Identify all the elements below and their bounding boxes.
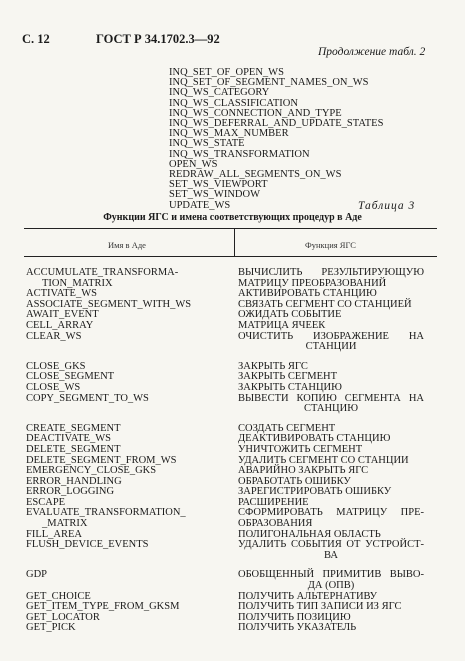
gks-function-line: СФОРМИРОВАТЬ МАТРИЦУ ПРЕ-	[238, 507, 424, 519]
gks-function-line: ЗАРЕГИСТРИРОВАТЬ ОШИБКУ	[238, 486, 392, 498]
table-top-rule	[24, 228, 437, 229]
gks-function-line: ПОЛИГОНАЛЬНАЯ ОБЛАСТЬ	[238, 528, 381, 540]
table-row	[26, 445, 428, 456]
ada-name-line: CREATE_SEGMENT	[26, 422, 121, 434]
gks-function-line: УНИЧТОЖИТЬ СЕГМЕНТ	[238, 443, 363, 455]
gks-function-line: ДЕАКТИВИРОВАТЬ СТАНЦИЮ	[238, 433, 391, 445]
ada-name-line: FILL_AREA	[26, 528, 82, 540]
gks-function-line: ДА (ОПВ)	[307, 580, 355, 592]
table-row	[26, 623, 428, 634]
gks-function-cell	[238, 321, 424, 332]
ada-name-line: DELETE_SEGMENT_FROM_WS	[26, 454, 177, 466]
table-column-divider	[234, 228, 235, 257]
gks-function-line: ОБРАБОТАТЬ ОШИБКУ	[238, 475, 351, 487]
gks-function-line: ЗАКРЫТЬ СЕГМЕНТ	[238, 371, 338, 383]
gks-function-line: СТАНЦИИ	[305, 341, 357, 353]
ada-name-line: FLUSH_DEVICE_EVENTS	[26, 539, 149, 551]
ada-name-cell	[26, 394, 238, 415]
ada-name-cell	[26, 570, 238, 591]
ada-name-line: GET_PICK	[26, 622, 76, 634]
gks-function-line: МАТРИЦА ЯЧЕЕК	[238, 319, 326, 331]
procedure-name: INQ_WS_STATE	[169, 138, 245, 150]
gks-function-cell	[238, 268, 424, 289]
ada-name-line: GET_CHOICE	[26, 590, 91, 602]
gks-function-line: ПОЛУЧИТЬ УКАЗАТЕЛЬ	[238, 622, 357, 634]
gks-function-line: МАТРИЦУ ПРЕОБРАЗОВАНИЙ	[238, 277, 387, 289]
procedure-name: INQ_SET_OF_OPEN_WS	[169, 67, 284, 78]
table-body	[26, 268, 428, 634]
ada-name-line: EMERGENCY_CLOSE_GKS	[26, 465, 157, 477]
ada-name-line: COPY_SEGMENT_TO_WS	[26, 392, 149, 404]
gks-function-line: АВАРИЙНО ЗАКРЫТЬ ЯГС	[238, 465, 369, 477]
table-row	[26, 508, 428, 529]
gks-function-cell	[238, 394, 424, 415]
gks-function-cell	[238, 332, 424, 353]
gks-function-line: СОЗДАТЬ СЕГМЕНТ	[238, 422, 336, 434]
ada-name-line: CLOSE_SEGMENT	[26, 371, 115, 383]
gks-function-line: ПОЛУЧИТЬ АЛЬТЕРНАТИВУ	[238, 590, 378, 602]
gks-function-line: ВЫЧИСЛИТЬ РЕЗУЛЬТИРУЮЩУЮ	[238, 267, 424, 278]
gks-function-line: УДАЛИТЬ СЕГМЕНТ СО СТАНЦИИ	[238, 454, 409, 466]
table-title: Функции ЯГС и имена соответствующих процедур в Аде	[103, 212, 362, 223]
procedure-name: INQ_SET_OF_SEGMENT_NAMES_ON_WS	[169, 77, 369, 89]
ada-name-cell	[26, 445, 238, 456]
procedure-name: INQ_WS_CLASSIFICATION	[169, 97, 298, 109]
ada-name-line: DEACTIVATE_WS	[26, 433, 111, 445]
column-header-ada-name: Имя в Аде	[108, 240, 146, 250]
ada-name-line: GET_LOCATOR	[26, 611, 100, 623]
procedure-name: SET_WS_VIEWPORT	[169, 179, 268, 191]
table-row	[26, 570, 428, 591]
gks-function-line: УДАЛИТЬ СОБЫТИЯ ОТ УСТРОЙСТ-	[238, 539, 424, 551]
ada-name-cell	[26, 623, 238, 634]
gks-function-line: ОБОБЩЕННЫЙ ПРИМИТИВ ВЫВО-	[238, 569, 424, 581]
ada-name-line: ERROR_LOGGING	[26, 486, 115, 498]
ada-name-cell	[26, 508, 238, 529]
gks-function-cell	[238, 570, 424, 591]
ada-name-line: AWAIT_EVENT	[26, 309, 99, 321]
procedure-name: INQ_WS_CATEGORY	[169, 87, 270, 99]
gks-function-line: СТАНЦИЮ	[303, 403, 359, 415]
procedure-name: INQ_WS_MAX_NUMBER	[169, 128, 289, 140]
ada-name-line: EVALUATE_TRANSFORMATION_	[26, 507, 186, 519]
ada-name-line: ASSOCIATE_SEGMENT_WITH_WS	[26, 298, 192, 310]
table-row	[26, 540, 428, 561]
table-row	[26, 268, 428, 289]
ada-name-line: CLEAR_WS	[26, 330, 82, 342]
gks-function-line: СВЯЗАТЬ СЕГМЕНТ СО СТАНЦИЕЙ	[238, 298, 412, 310]
gks-function-cell	[238, 508, 424, 529]
table-header-rule	[24, 256, 437, 257]
ada-name-line: CLOSE_WS	[26, 381, 81, 393]
ada-name-line: ERROR_HANDLING	[26, 475, 122, 487]
procedure-name: INQ_WS_DEFERRAL_AND_UPDATE_STATES	[169, 118, 384, 130]
procedure-name: INQ_WS_TRANSFORMATION	[169, 148, 310, 160]
table-row	[26, 332, 428, 353]
ada-name-cell	[26, 268, 238, 289]
ada-name-cell	[26, 321, 238, 332]
procedure-name: UPDATE_WS	[169, 199, 231, 211]
ada-name-line: CELL_ARRAY	[26, 319, 94, 331]
page-number: С. 12	[22, 32, 50, 46]
ada-name-line: CLOSE_GKS	[26, 360, 86, 372]
gks-function-line: ОЖИДАТЬ СОБЫТИЕ	[238, 309, 342, 321]
gks-function-line: ОБРАЗОВАНИЯ	[238, 518, 313, 530]
gks-function-cell	[238, 540, 424, 561]
gks-function-line: ОЧИСТИТЬ ИЗОБРАЖЕНИЕ НА	[238, 330, 424, 342]
table-row	[26, 487, 428, 498]
gks-function-line: ЗАКРЫТЬ СТАНЦИЮ	[238, 381, 342, 393]
gks-function-cell	[238, 383, 424, 394]
ada-name-line: DELETE_SEGMENT	[26, 443, 121, 455]
gks-function-line: ЗАКРЫТЬ ЯГС	[238, 360, 308, 372]
ada-name-cell	[26, 383, 238, 394]
standard-number: ГОСТ Р 34.1702.3—92	[96, 32, 220, 46]
ada-name-cell	[26, 540, 238, 561]
table-row	[26, 394, 428, 415]
procedure-name: INQ_WS_CONNECTION_AND_TYPE	[169, 107, 342, 119]
table-number: Таблица 3	[358, 200, 416, 212]
gks-function-line: ПОЛУЧИТЬ ТИП ЗАПИСИ ИЗ ЯГС	[238, 601, 402, 613]
ada-name-line: GET_ITEM_TYPE_FROM_GKSM	[26, 601, 180, 613]
gks-function-line: АКТИВИРОВАТЬ СТАНЦИЮ	[238, 288, 377, 300]
gks-function-cell	[238, 623, 424, 634]
ada-name-line: _MATRIX	[42, 518, 88, 530]
ada-name-line: ESCAPE	[26, 496, 66, 508]
continuation-caption: Продолжение табл. 2	[318, 46, 426, 58]
table-row	[26, 613, 428, 624]
gks-function-line: РАСШИРЕНИЕ	[238, 496, 309, 508]
table-row	[26, 372, 428, 383]
procedure-name: OPEN_WS	[169, 158, 218, 170]
gks-function-line: ВА	[324, 549, 338, 561]
continued-procedure-list	[169, 68, 383, 211]
procedure-name: REDRAW_ALL_SEGMENTS_ON_WS	[169, 169, 342, 181]
ada-name-cell	[26, 332, 238, 353]
ada-name-line: GDP	[26, 569, 48, 581]
procedure-name: SET_WS_WINDOW	[169, 189, 260, 201]
ada-name-line: TION_MATRIX	[42, 277, 113, 289]
table-row	[26, 321, 428, 332]
ada-name-line: ACCUMULATE_TRANSFORMA-	[26, 267, 179, 278]
gks-function-line: ПОЛУЧИТЬ ПОЗИЦИЮ	[238, 611, 351, 623]
gks-function-cell	[238, 445, 424, 456]
table-row	[26, 383, 428, 394]
ada-name-line: ACTIVATE_WS	[26, 288, 97, 300]
column-header-gks-function: Функция ЯГС	[305, 240, 356, 250]
gks-function-line: ВЫВЕСТИ КОПИЮ СЕГМЕНТА НА	[238, 392, 424, 404]
